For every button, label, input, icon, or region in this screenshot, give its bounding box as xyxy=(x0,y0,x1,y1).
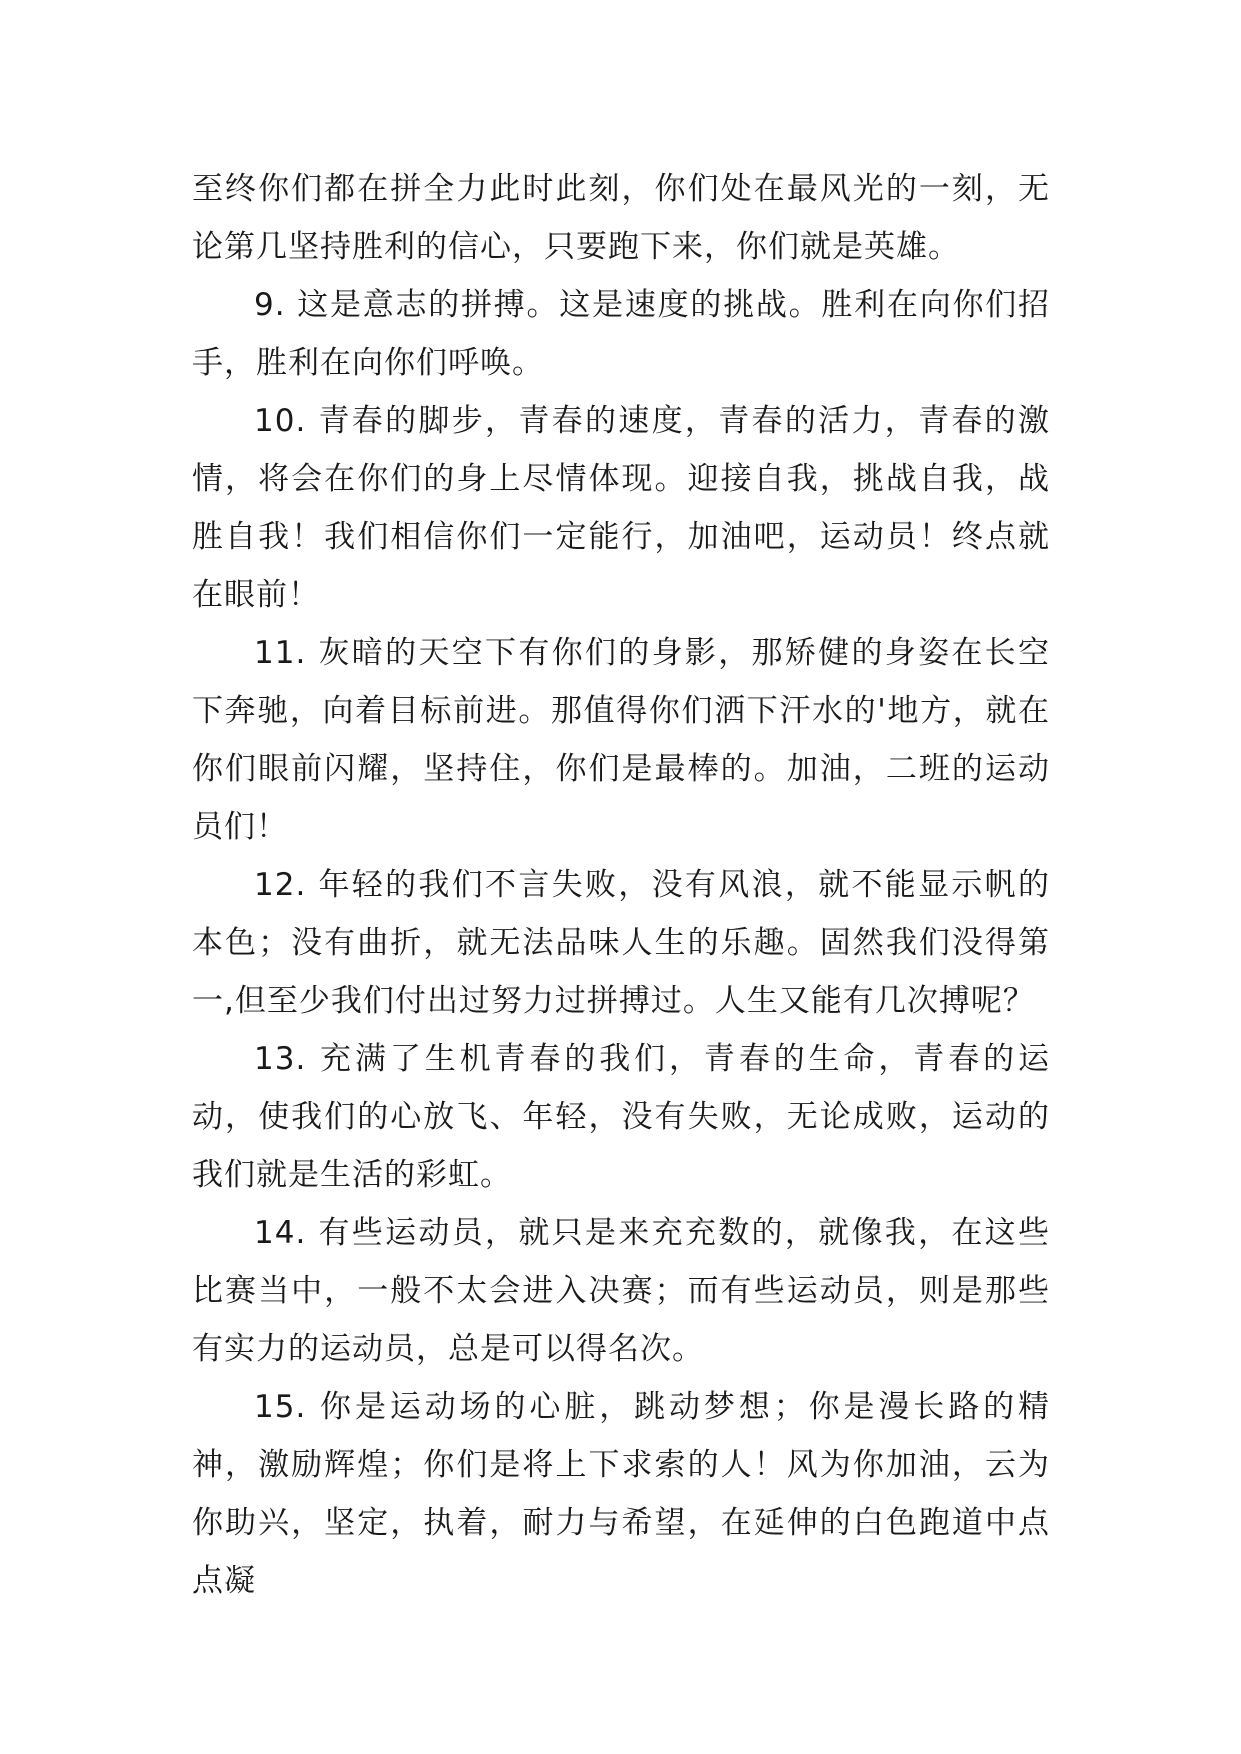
paragraph-continuation: 至终你们都在拼全力此时此刻，你们处在最风光的一刻，无论第几坚持胜利的信心，只要跑下来，你们就是英雄。 xyxy=(192,171,1050,265)
paragraph-item-9: 9. 这是意志的拼搏。这是速度的挑战。胜利在向你们招手，胜利在向你们呼唤。 xyxy=(192,287,1050,381)
paragraph-item-11: 11. 灰暗的天空下有你们的身影，那矫健的身姿在长空下奔驰，向着目标前进。那值得你们洒下汗水的'地方，就在你们眼前闪耀，坚持住，你们是最棒的。加油，二班的运动员们！ xyxy=(192,635,1050,845)
paragraph-item-10: 10. 青春的脚步，青春的速度，青春的活力，青春的激情，将会在你们的身上尽情体现。迎接自我，挑战自我，战胜自我！我们相信你们一定能行，加油吧，运动员！终点就在眼前！ xyxy=(192,403,1050,613)
document-body xyxy=(192,160,1050,1610)
paragraph-item-12: 12. 年轻的我们不言失败，没有风浪，就不能显示帆的本色；没有曲折，就无法品味人生的乐趣。固然我们没得第一,但至少我们付出过努力过拼搏过。人生又能有几次搏呢？ xyxy=(192,867,1050,1019)
paragraph-item-13: 13. 充满了生机青春的我们，青春的生命，青春的运动，使我们的心放飞、年轻，没有失败，无论成败，运动的我们就是生活的彩虹。 xyxy=(192,1041,1050,1193)
paragraph-item-15: 15. 你是运动场的心脏，跳动梦想；你是漫长路的精神，激励辉煌；你们是将上下求索的人！风为你加油，云为你助兴，坚定，执着，耐力与希望，在延伸的白色跑道中点点凝 xyxy=(192,1389,1050,1599)
paragraph-item-14: 14. 有些运动员，就只是来充充数的，就像我，在这些比赛当中，一般不太会进入决赛；而有些运动员，则是那些有实力的运动员，总是可以得名次。 xyxy=(192,1215,1050,1367)
